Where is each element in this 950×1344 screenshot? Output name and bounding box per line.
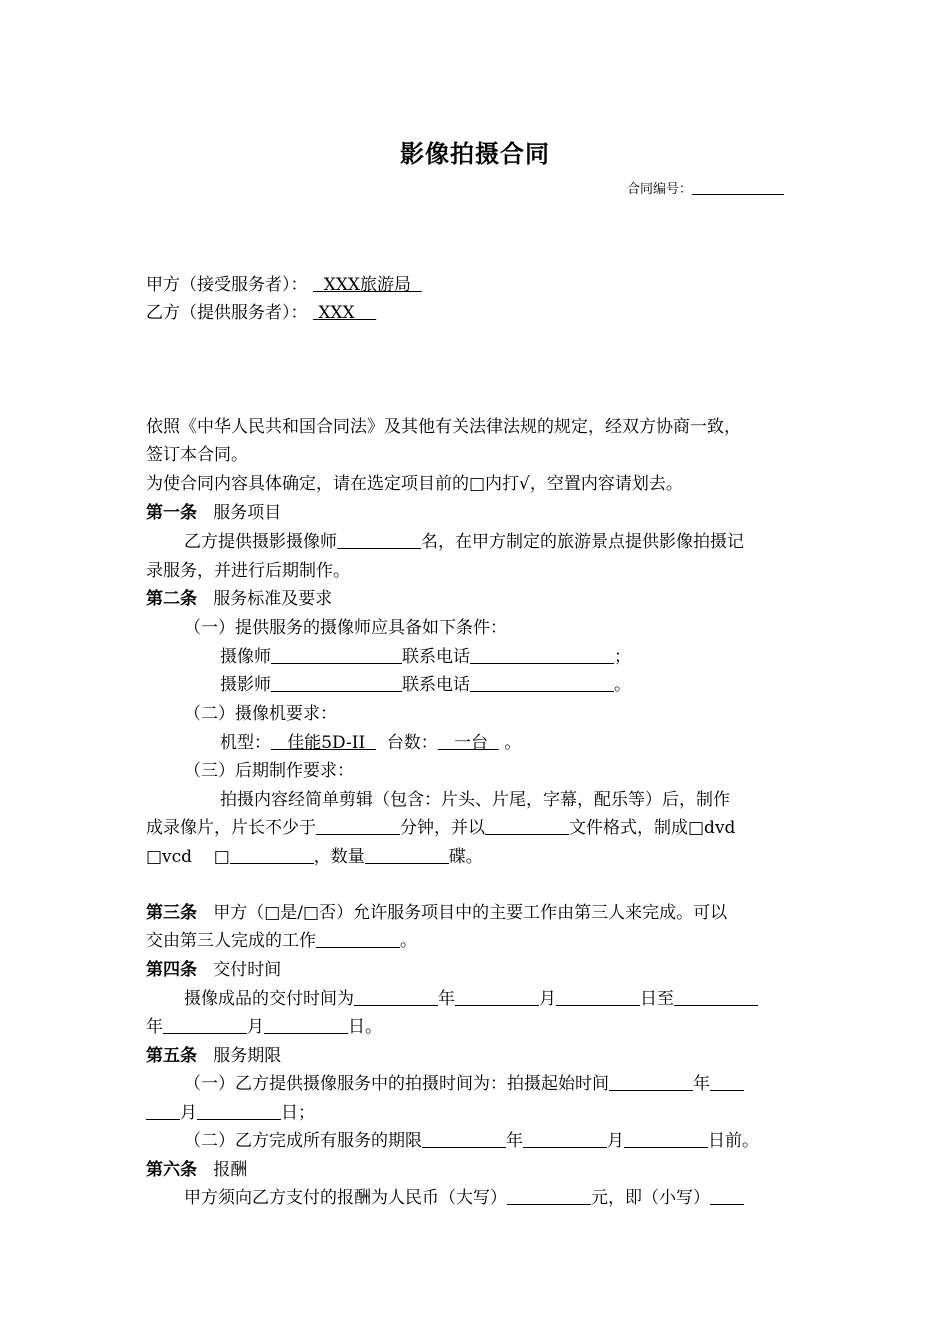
camera-operator-name-blank[interactable]	[271, 647, 402, 664]
camera-model-value: 佳能5D-II	[287, 733, 366, 753]
article-1-line-1: 乙方提供摄影摄像师 名，在甲方制定的旅游景点提供影像拍摄记	[184, 532, 744, 552]
photographer-count-blank[interactable]	[337, 532, 421, 549]
shoot-start-year-blank[interactable]	[609, 1074, 693, 1091]
disc-quantity-blank[interactable]	[365, 847, 449, 864]
contract-number-blank[interactable]	[692, 182, 784, 195]
article-6-title: 第六条	[146, 1160, 197, 1180]
fee-uppercase-blank[interactable]	[507, 1188, 591, 1205]
delivery-end-year-blank[interactable]	[674, 989, 758, 1006]
shoot-start-month-blank-b[interactable]	[146, 1103, 180, 1120]
article-4-title: 第四条	[146, 960, 197, 980]
article-6-name: 报酬	[213, 1160, 248, 1180]
file-format-blank[interactable]	[485, 818, 569, 835]
article-2-heading	[146, 588, 332, 610]
delivery-month-blank[interactable]	[455, 989, 539, 1006]
deadline-month-blank[interactable]	[523, 1131, 607, 1148]
article-1-heading	[146, 502, 281, 524]
other-media-blank[interactable]	[230, 847, 314, 864]
article-2-para-3: □vcd □ ，数量 碟。	[146, 847, 483, 867]
delivery-day-blank[interactable]	[556, 989, 640, 1006]
photographer-phone-blank[interactable]	[470, 675, 614, 692]
article-6-heading	[146, 1159, 247, 1181]
article-5-name: 服务期限	[213, 1046, 282, 1066]
delivery-end-month-blank[interactable]	[163, 1017, 247, 1034]
delivery-end-day-blank[interactable]	[264, 1017, 348, 1034]
camera-count-value: 一台	[454, 733, 488, 753]
party-b-line	[146, 302, 376, 324]
camera-operator-line: 摄像师 联系电话 ；	[220, 647, 631, 667]
article-5-heading	[146, 1045, 281, 1067]
article-6-line-1: 甲方须向乙方支付的报酬为人民币（大写） 元，即（小写）	[184, 1187, 744, 1209]
article-1-name: 服务项目	[213, 503, 282, 523]
article-1-title: 第一条	[146, 503, 197, 523]
party-a-value: XXX旅游局	[323, 275, 412, 295]
article-3-line-1: 第三条 甲方（□是/□否）允许服务项目中的主要工作由第三人来完成。可以	[146, 903, 728, 923]
camera-operator-phone-blank[interactable]	[470, 647, 614, 664]
shoot-start-day-blank[interactable]	[197, 1103, 281, 1120]
document-title: 影像拍摄合同	[400, 140, 550, 168]
contract-number-label: 合同编号：	[627, 182, 693, 197]
party-a-label: 甲方（接受服务者）：	[146, 275, 308, 295]
photographer-line: 摄影师 联系电话 。	[220, 675, 631, 695]
party-b-label: 乙方（提供服务者）：	[146, 303, 308, 323]
camera-model-line: 机型： 佳能5D-II 台数： 一台 。	[220, 733, 522, 753]
article-1-line-2: 录服务，并进行后期制作。	[146, 561, 350, 581]
article-2-para-1: 拍摄内容经简单剪辑（包含：片头、片尾，字幕，配乐等）后，制作	[220, 790, 730, 810]
article-2-para-2: 成录像片，片长不少于 分钟，并以 文件格式，制成□dvd	[146, 818, 736, 838]
intro-line-3: 为使合同内容具体确定，请在选定项目前的□内打√，空置内容请划去。	[146, 474, 683, 494]
article-4-line-1: 摄像成品的交付时间为 年 月 日至	[184, 988, 758, 1010]
fee-lowercase-blank[interactable]	[710, 1188, 744, 1205]
article-5-section-2: （二）乙方完成所有服务的期限 年 月 日前。	[184, 1131, 759, 1151]
article-2-section-2: （二）摄像机要求：	[184, 704, 337, 724]
article-5-title: 第五条	[146, 1046, 197, 1066]
article-2-title: 第二条	[146, 589, 197, 609]
photographer-name-blank[interactable]	[271, 675, 402, 692]
video-length-blank[interactable]	[316, 818, 400, 835]
delivery-year-blank[interactable]	[354, 989, 438, 1006]
party-b-value: XXX	[318, 303, 355, 323]
article-2-section-3: （三）后期制作要求：	[184, 761, 354, 781]
deadline-day-blank[interactable]	[624, 1131, 708, 1148]
shoot-start-month-blank-a[interactable]	[710, 1074, 744, 1091]
deadline-year-blank[interactable]	[422, 1131, 506, 1148]
party-a-line	[146, 274, 422, 296]
article-2-section-1: （一）提供服务的摄像师应具备如下条件：	[184, 618, 507, 638]
article-5-section-1-cont: 月 日；	[146, 1102, 315, 1124]
contract-number	[627, 178, 784, 197]
article-3-line-2: 交由第三人完成的工作 。	[146, 931, 417, 951]
third-party-work-blank[interactable]	[316, 931, 400, 948]
article-3-title: 第三条	[146, 903, 197, 923]
article-4-name: 交付时间	[213, 960, 282, 980]
intro-line-2: 签订本合同。	[146, 445, 248, 465]
article-4-heading	[146, 959, 281, 981]
article-4-line-2: 年 月 日。	[146, 1017, 382, 1037]
intro-line-1: 依照《中华人民共和国合同法》及其他有关法律法规的规定，经双方协商一致，	[146, 417, 741, 437]
article-2-name: 服务标准及要求	[213, 589, 333, 609]
article-5-section-1: （一）乙方提供摄像服务中的拍摄时间为：拍摄起始时间 年	[184, 1073, 744, 1095]
